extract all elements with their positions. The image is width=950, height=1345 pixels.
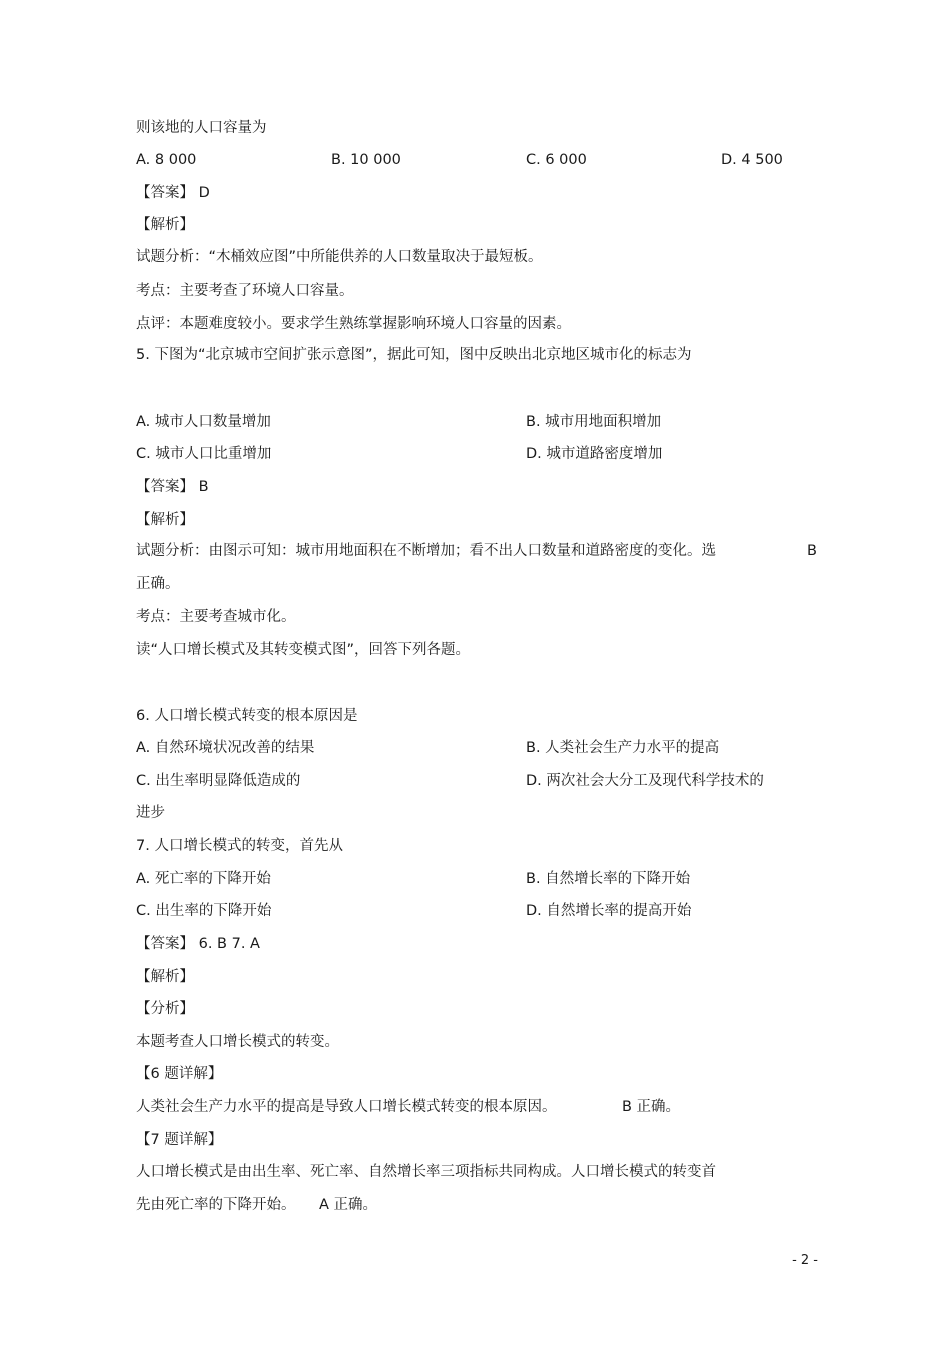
q7-stem: 7. 人口增长模式的转变，首先从 [136,838,343,854]
group-fenxi-label: 【分析】 [136,1001,194,1017]
q6-detail-label: 【6 题详解】 [136,1066,223,1082]
q6-stem: 6. 人口增长模式转变的根本原因是 [136,708,358,724]
q6-detail-correct: B 正确。 [622,1099,681,1115]
q7-detail-label: 【7 题详解】 [136,1132,223,1148]
group-analysis-label: 【解析】 [136,969,194,985]
q5-option-c: C. 城市人口比重增加 [136,446,272,462]
group-intro: 读“人口增长模式及其转变模式图”，回答下列各题。 [136,642,471,658]
q5-stem: 5. 下图为“北京城市空间扩张示意图”，据此可知，图中反映出北京地区城市化的标志为 [136,347,692,363]
q7-option-c: C. 出生率的下降开始 [136,903,272,919]
q4-option-b: B. 10 000 [331,152,401,168]
page-number: - 2 - [792,1253,818,1268]
q4-comment: 点评：本题难度较小。要求学生熟练掌握影响环境人口容量的因素。 [136,316,571,332]
q4-option-a: A. 8 000 [136,152,197,168]
q5-analysis-line1: 试题分析：由图示可知：城市用地面积在不断增加；看不出人口数量和道路密度的变化。选 [136,543,716,559]
q7-option-b: B. 自然增长率的下降开始 [526,871,691,887]
q5-option-a: A. 城市人口数量增加 [136,414,271,430]
q5-analysis-label: 【解析】 [136,512,194,528]
q6-option-d-cont: 进步 [136,805,165,821]
q5-analysis-option-letter: B [807,543,817,559]
q4-point: 考点：主要考查了环境人口容量。 [136,283,354,299]
q7-detail-line1: 人口增长模式是由出生率、死亡率、自然增长率三项指标共同构成。人口增长模式的转变首 [136,1164,716,1180]
group-fenxi: 本题考查人口增长模式的转变。 [136,1034,339,1050]
q4-analysis-label: 【解析】 [136,217,194,233]
q6-option-b: B. 人类社会生产力水平的提高 [526,740,720,756]
q7-detail-correct: A 正确。 [319,1197,378,1213]
q5-answer: 【答案】 B [136,479,209,495]
q4-option-d: D. 4 500 [721,152,783,168]
q4-tail: 则该地的人口容量为 [136,120,267,136]
q5-option-b: B. 城市用地面积增加 [526,414,662,430]
q4-analysis: 试题分析：“木桶效应图”中所能供养的人口数量取决于最短板。 [136,249,543,265]
q6-detail: 人类社会生产力水平的提高是导致人口增长模式转变的根本原因。 [136,1099,557,1115]
q7-detail-line2: 先由死亡率的下降开始。 [136,1197,296,1213]
q7-option-d: D. 自然增长率的提高开始 [526,903,692,919]
q5-analysis-line2: 正确。 [136,576,180,592]
group-answer: 【答案】 6. B 7. A [136,936,260,952]
q6-option-c: C. 出生率明显降低造成的 [136,773,301,789]
q5-option-d: D. 城市道路密度增加 [526,446,663,462]
q6-option-d: D. 两次社会大分工及现代科学技术的 [526,773,764,789]
q4-answer: 【答案】 D [136,185,210,201]
q5-point: 考点：主要考查城市化。 [136,609,296,625]
q7-option-a: A. 死亡率的下降开始 [136,871,271,887]
q6-option-a: A. 自然环境状况改善的结果 [136,740,315,756]
q4-option-c: C. 6 000 [526,152,587,168]
